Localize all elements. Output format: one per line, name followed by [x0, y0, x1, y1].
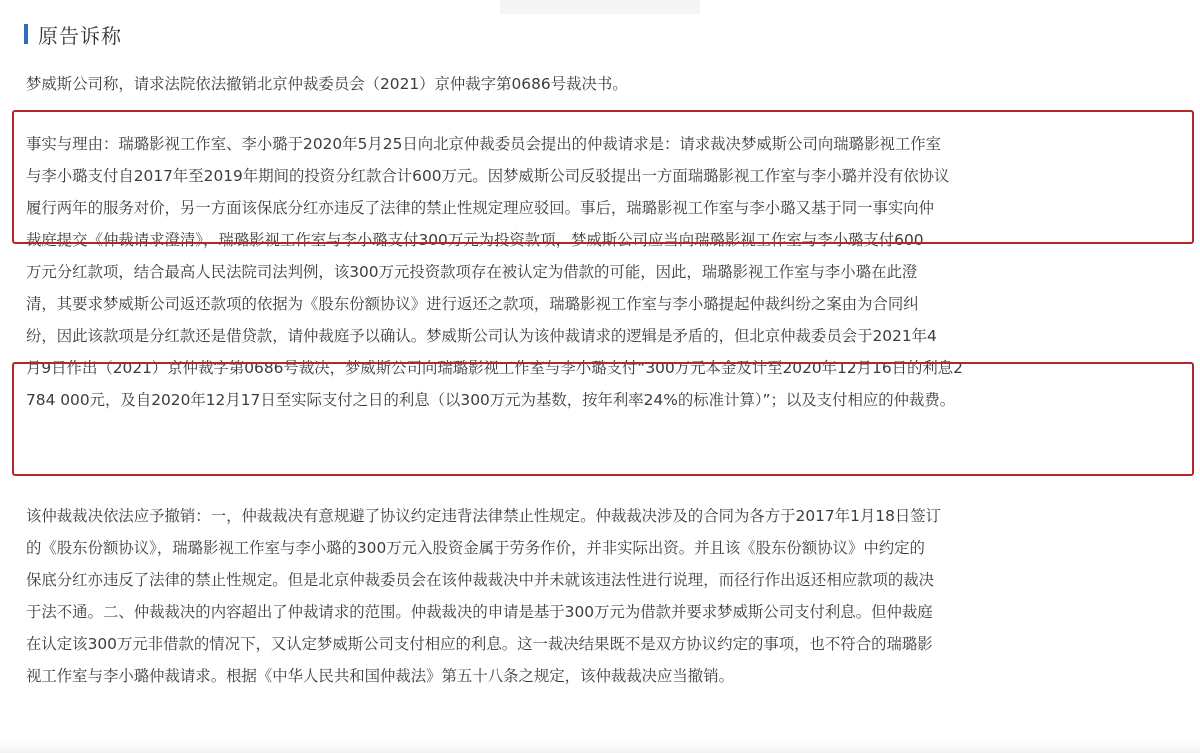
highlight-box-bottom [12, 362, 1194, 476]
paragraph-line: 清，其要求梦威斯公司返还款项的依据为《股东份额协议》进行返还之款项，瑞璐影视工作室与李小璐提起仲裁纠纷之案由为合同纠 [26, 295, 919, 313]
paragraph-grounds [26, 500, 1176, 692]
paragraph-line: 纷，因此该款项是分红款还是借贷款，请仲裁庭予以确认。梦威斯公司认为该仲裁请求的逻辑是矛盾的，但北京仲裁委员会于2021年4 [26, 327, 937, 345]
bottom-faded-strip [0, 740, 1200, 753]
highlight-box-top [12, 110, 1194, 244]
paragraph-line: 履行两年的服务对价，另一方面该保底分红亦违反了法律的禁止性规定理应驳回。事后，瑞璐影视工作室与李小璐又基于同一事实向仲 [26, 199, 935, 217]
paragraph-line: 该仲裁裁决依法应予撤销：一，仲裁裁决有意规避了协议约定违背法律禁止性规定。仲裁裁决涉及的合同为各方于2017年1月18日签订 [26, 507, 942, 525]
paragraph-line: 月9日作出（2021）京仲裁字第0686号裁决，梦威斯公司向瑞璐影视工作室与李小璐支付“300万元本金及计至2020年12月16日的利息2 [26, 359, 963, 377]
paragraph-line: 与李小璐支付自2017年至2019年期间的投资分红款合计600万元。因梦威斯公司反驳提出一方面瑞璐影视工作室与李小璐并没有依协议 [26, 167, 950, 185]
section-header [24, 22, 122, 46]
paragraph-line: 784 000元，及自2020年12月17日至实际支付之日的利息（以300万元为基数，按年利率24%的标准计算）”；以及支付相应的仲裁费。 [26, 391, 956, 409]
top-faded-strip [500, 0, 700, 14]
paragraph-line: 在认定该300万元非借款的情况下，又认定梦威斯公司支付相应的利息。这一裁决结果既不是双方协议约定的事项，也不符合的瑞璐影 [26, 635, 933, 653]
paragraph-line: 万元分红款项，结合最高人民法院司法判例，该300万元投资款项存在被认定为借款的可能，因此，瑞璐影视工作室与李小璐在此澄 [26, 263, 918, 281]
header-accent-bar [24, 24, 28, 44]
paragraph-line: 视工作室与李小璐仲裁请求。根据《中华人民共和国仲裁法》第五十八条之规定，该仲裁裁决应当撤销。 [26, 667, 734, 685]
intro-paragraph [26, 68, 1176, 100]
paragraph-line: 裁庭提交《仲裁请求澄清》，瑞璐影视工作室与李小璐支付300万元为投资款项，梦威斯公司应当向瑞璐影视工作室与李小璐支付600 [26, 231, 924, 249]
paragraph-line: 的《股东份额协议》，瑞璐影视工作室与李小璐的300万元入股资金属于劳务作价，并非实际出资。并且该《股东份额协议》中约定的 [26, 539, 925, 557]
paragraph-line: 保底分红亦违反了法律的禁止性规定。但是北京仲裁委员会在该仲裁裁决中并未就该违法性进行说理，而径行作出返还相应款项的裁决 [26, 571, 935, 589]
paragraph-line: 事实与理由：瑞璐影视工作室、李小璐于2020年5月25日向北京仲裁委员会提出的仲裁请求是：请求裁决梦威斯公司向瑞璐影视工作室 [26, 135, 942, 153]
intro-line: 梦威斯公司称，请求法院依法撤销北京仲裁委员会（2021）京仲裁字第0686号裁决书。 [26, 75, 628, 93]
section-title: 原告诉称 [38, 23, 122, 48]
paragraph-line: 于法不通。二、仲裁裁决的内容超出了仲裁请求的范围。仲裁裁决的申请是基于300万元为借款并要求梦威斯公司支付利息。但仲裁庭 [26, 603, 933, 621]
